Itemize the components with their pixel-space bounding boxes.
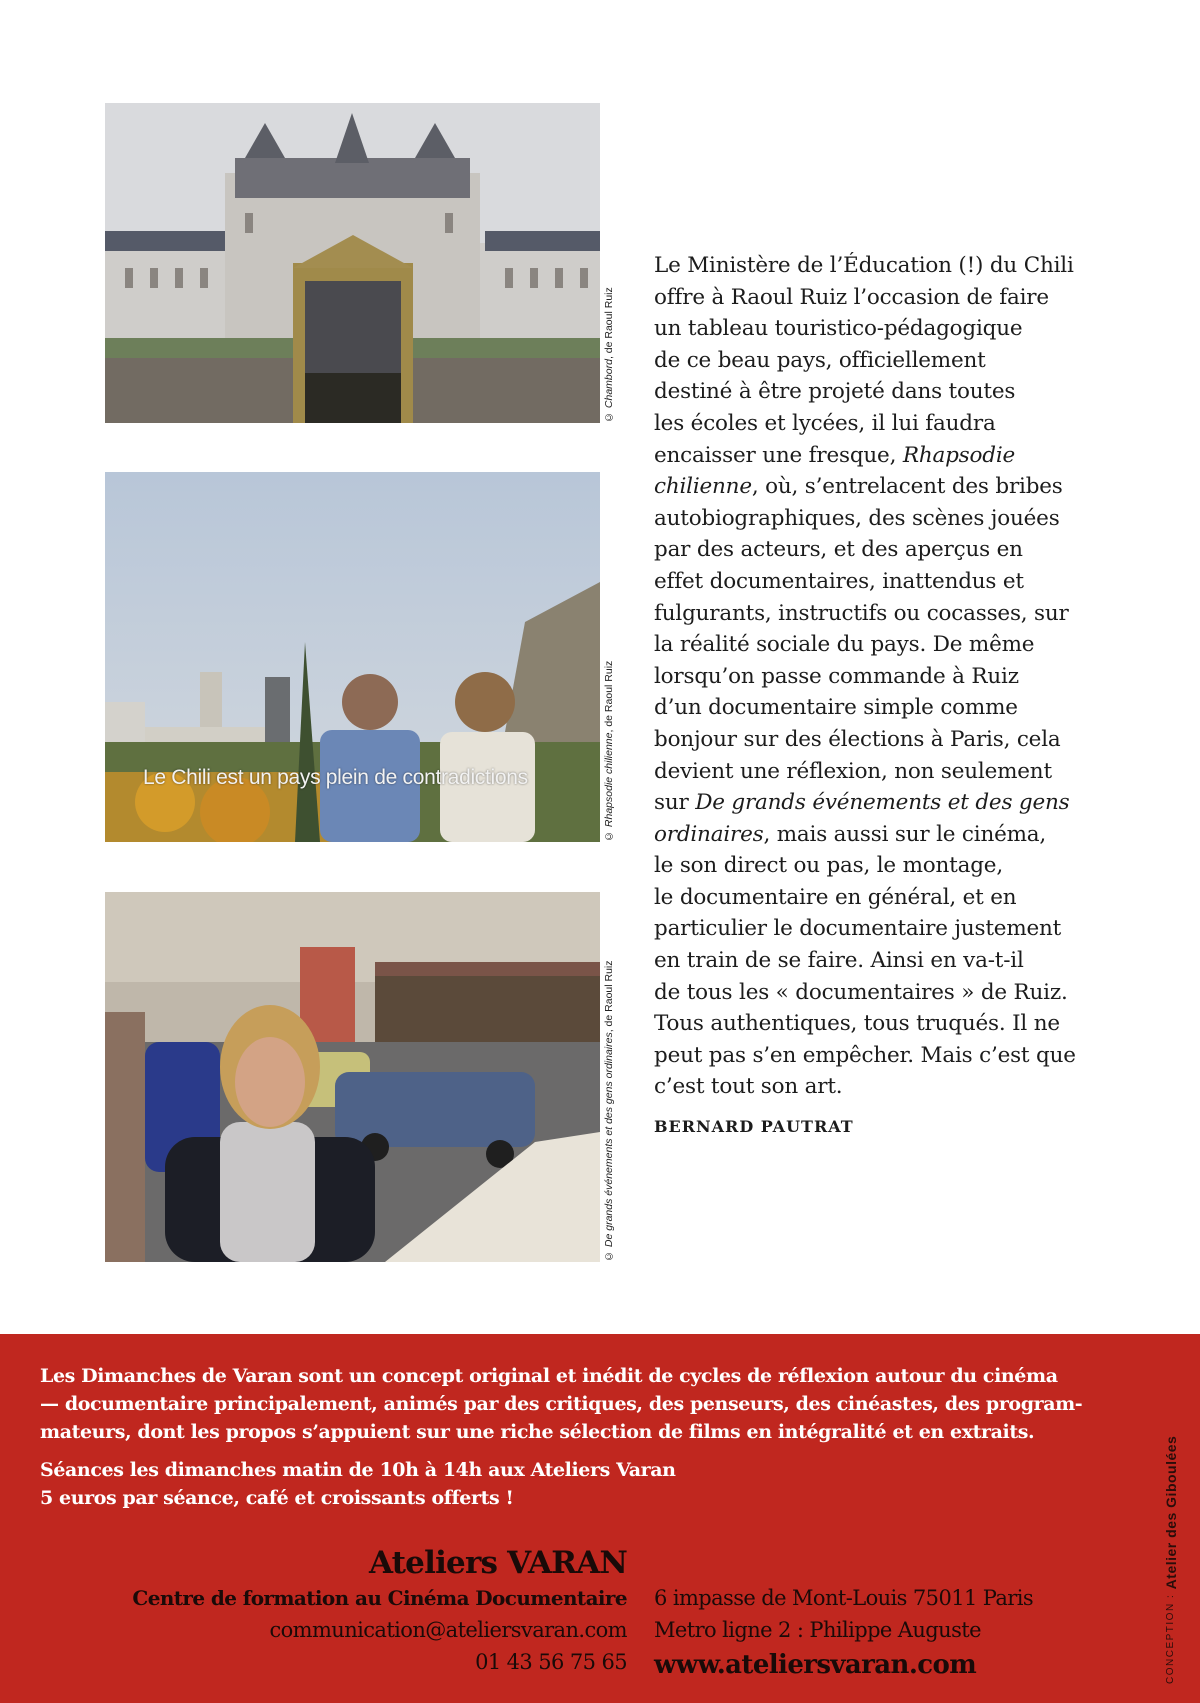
article-film-title: Rhapsodie chilienne bbox=[654, 442, 1016, 500]
article-segment: , où, s’entrelacent des bribes autobiographiques, des scènes jouées par des acteurs, et des aperçus en effet documentaires, inattendus et fulgurants, instructifs ou cocasses, sur la réalité sociale du pays. De même lorsqu’on passe commande à Ruiz d’un documentaire simple comme bonjour sur des élections à Paris, cela devient une réflexion, non seulement sur bbox=[654, 474, 1069, 816]
organization-block bbox=[132, 1544, 627, 1678]
contact-email-link[interactable]: communication@ateliersvaran.com bbox=[269, 1618, 627, 1642]
article-body bbox=[654, 250, 1094, 1103]
schedule-line: Séances les dimanches matin de 10h à 14h aux Ateliers Varan bbox=[40, 1459, 676, 1481]
photo-chambord bbox=[105, 103, 600, 423]
copyright-symbol: © bbox=[603, 830, 615, 842]
organization-name: Ateliers VARAN bbox=[368, 1545, 627, 1581]
info-band bbox=[0, 1334, 1200, 1703]
photo-credit-chambord bbox=[603, 103, 617, 423]
intro-line: — documentaire principalement, animés par des critiques, des penseurs, des cinéastes, des program- bbox=[40, 1393, 1083, 1415]
band-description bbox=[40, 1362, 1150, 1512]
metro-info: Metro ligne 2 : Philippe Auguste bbox=[654, 1618, 981, 1642]
credit-director: , de Raoul Ruiz bbox=[603, 960, 615, 1033]
chambord-image bbox=[105, 103, 600, 423]
photo-grands-evenements bbox=[105, 892, 600, 1262]
article-segment: , mais aussi sur le cinéma, le son direct ou pas, le montage, le documentaire en général, et en particulier le documentaire justement en train de se faire. Ainsi en va-t-il de tous les « documentaires » de Ruiz. Tous authentiques, tous truqués. Il ne peut pas s’en empêcher. Mais c’est que c’est tout son art. bbox=[654, 821, 1076, 1100]
grands-evenements-image bbox=[105, 892, 600, 1262]
organization-subtitle: Centre de formation au Cinéma Documentaire bbox=[132, 1586, 627, 1610]
film-subtitle-overlay: Le Chili est un pays plein de contradictions bbox=[143, 766, 528, 789]
copyright-symbol: © bbox=[603, 1250, 615, 1262]
article-segment: Le Ministère de l’Éducation (!) du Chili offre à Raoul Ruiz l’occasion de faire un tableau touristico-pédagogique de ce beau pays, officiellement destiné à être projeté dans toutes les écoles et lycées, il lui faudra encaisser une fresque, bbox=[654, 253, 1074, 468]
conception-label: CONCEPTION : bbox=[1165, 1593, 1176, 1684]
credit-director: , de Raoul Ruiz bbox=[603, 660, 615, 733]
credit-film-title: Chambord bbox=[603, 359, 615, 409]
photo-credit-grands-evenements bbox=[603, 892, 617, 1262]
address-block bbox=[654, 1582, 1033, 1684]
design-credit bbox=[1162, 1435, 1180, 1684]
price-line: 5 euros par séance, café et croissants offerts ! bbox=[40, 1487, 514, 1509]
credit-film-title: Rhapsodie chilienne bbox=[603, 732, 615, 828]
article-film-title: De grands événements et des gens ordinaires bbox=[654, 790, 1070, 847]
contact-phone: 01 43 56 75 65 bbox=[475, 1650, 627, 1674]
photo-credit-rhapsodie bbox=[603, 472, 617, 842]
website-link[interactable]: www.ateliersvaran.com bbox=[654, 1650, 977, 1680]
street-address: 6 impasse de Mont-Louis 75011 Paris bbox=[654, 1586, 1034, 1610]
article-text bbox=[654, 250, 1094, 1139]
credit-film-title: De grands événements et des gens ordinaires bbox=[603, 1032, 615, 1248]
copyright-symbol: © bbox=[603, 411, 615, 423]
credit-director: , de Raoul Ruiz bbox=[603, 287, 615, 360]
intro-line: mateurs, dont les propos s’appuient sur une riche sélection de films en intégralité et en extraits. bbox=[40, 1421, 1035, 1443]
conception-value: Atelier des Giboulées bbox=[1163, 1435, 1179, 1590]
photo-rhapsodie-chilienne bbox=[105, 472, 600, 842]
intro-line: Les Dimanches de Varan sont un concept original et inédit de cycles de réflexion autour du cinéma bbox=[40, 1365, 1058, 1387]
article-author: BERNARD PAUTRAT bbox=[654, 1117, 854, 1137]
